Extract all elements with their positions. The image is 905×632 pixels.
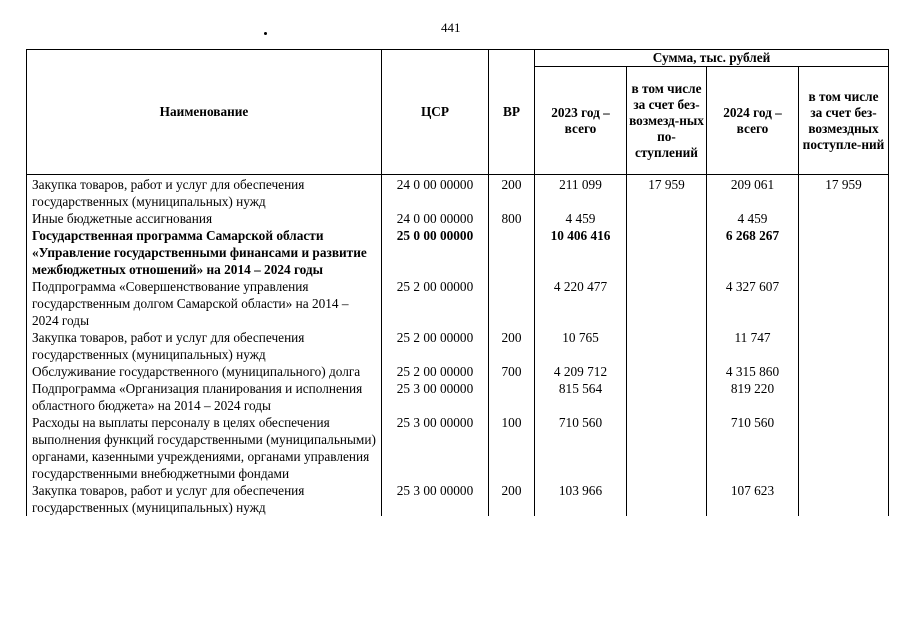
row-2024-total: 4 327 607 — [707, 278, 799, 329]
row-2024-total: 4 315 860 — [707, 363, 799, 380]
row-2023-gratis — [627, 329, 707, 363]
row-name: Расходы на выплаты персоналу в целях обеспечения выполнения функций государственными (муниципальными) органами, казенными учреждениями, органами управления государственными внебюджетными фондами — [27, 414, 382, 482]
row-vr: 200 — [489, 175, 535, 211]
row-2023-gratis — [627, 227, 707, 278]
row-csr: 25 2 00 00000 — [382, 278, 489, 329]
row-2024-total: 11 747 — [707, 329, 799, 363]
row-2024-total: 4 459 — [707, 210, 799, 227]
row-2023-gratis — [627, 363, 707, 380]
header-sum-group: Сумма, тыс. рублей — [535, 50, 889, 67]
row-csr: 25 0 00 00000 — [382, 227, 489, 278]
row-2023-total: 4 220 477 — [535, 278, 627, 329]
row-2024-gratis — [799, 482, 889, 516]
row-2024-gratis — [799, 363, 889, 380]
row-2024-gratis — [799, 210, 889, 227]
row-2024-total: 710 560 — [707, 414, 799, 482]
row-2024-gratis — [799, 278, 889, 329]
table-row — [27, 482, 889, 516]
header-csr: ЦСР — [382, 50, 489, 175]
row-name: Обслуживание государственного (муниципального) долга — [27, 363, 382, 380]
row-name: Подпрограмма «Совершенствование управления государственным долгом Самарской области» на 2014 – 2024 годы — [27, 278, 382, 329]
budget-table — [26, 49, 889, 516]
row-2024-gratis — [799, 380, 889, 414]
row-2023-gratis — [627, 482, 707, 516]
row-name: Закупка товаров, работ и услуг для обеспечения государственных (муниципальных) нужд — [27, 175, 382, 211]
row-vr: 100 — [489, 414, 535, 482]
row-2024-total: 6 268 267 — [707, 227, 799, 278]
row-2024-total: 819 220 — [707, 380, 799, 414]
table-row — [27, 329, 889, 363]
row-2023-total: 815 564 — [535, 380, 627, 414]
row-2023-total: 10 406 416 — [535, 227, 627, 278]
row-2024-gratis: 17 959 — [799, 175, 889, 211]
row-csr: 25 3 00 00000 — [382, 414, 489, 482]
row-2023-total: 4 209 712 — [535, 363, 627, 380]
row-name: Закупка товаров, работ и услуг для обеспечения государственных (муниципальных) нужд — [27, 482, 382, 516]
header-2023-gratis: в том числе за счет без-возмезд-ных по-ступлений — [627, 67, 707, 175]
table-row — [27, 414, 889, 482]
table-header — [27, 50, 889, 175]
row-name: Иные бюджетные ассигнования — [27, 210, 382, 227]
scan-speck — [264, 32, 267, 35]
table-body — [27, 175, 889, 517]
table-row — [27, 227, 889, 278]
table-row — [27, 210, 889, 227]
row-2024-total: 107 623 — [707, 482, 799, 516]
row-2023-gratis: 17 959 — [627, 175, 707, 211]
row-2023-total: 103 966 — [535, 482, 627, 516]
header-vr: ВР — [489, 50, 535, 175]
row-2024-gratis — [799, 414, 889, 482]
row-2023-gratis — [627, 414, 707, 482]
row-name: Закупка товаров, работ и услуг для обеспечения государственных (муниципальных) нужд — [27, 329, 382, 363]
row-2023-total: 10 765 — [535, 329, 627, 363]
row-vr: 200 — [489, 329, 535, 363]
row-vr: 800 — [489, 210, 535, 227]
row-2024-gratis — [799, 329, 889, 363]
row-2024-gratis — [799, 227, 889, 278]
row-csr: 24 0 00 00000 — [382, 175, 489, 211]
table-row — [27, 278, 889, 329]
header-2023-total: 2023 год – всего — [535, 67, 627, 175]
row-2023-gratis — [627, 380, 707, 414]
row-csr: 24 0 00 00000 — [382, 210, 489, 227]
row-2023-gratis — [627, 210, 707, 227]
table-row — [27, 380, 889, 414]
row-vr: 700 — [489, 363, 535, 380]
row-vr — [489, 278, 535, 329]
row-vr: 200 — [489, 482, 535, 516]
row-2023-total: 710 560 — [535, 414, 627, 482]
table-row — [27, 175, 889, 211]
table-row — [27, 363, 889, 380]
header-2024-total: 2024 год – всего — [707, 67, 799, 175]
row-csr: 25 3 00 00000 — [382, 380, 489, 414]
row-name: Государственная программа Самарской области «Управление государственными финансами и развитие межбюджетных отношений» на 2014 – 2024 годы — [27, 227, 382, 278]
row-csr: 25 3 00 00000 — [382, 482, 489, 516]
row-2024-total: 209 061 — [707, 175, 799, 211]
header-2024-gratis: в том числе за счет без-возмездных поступле-ний — [799, 67, 889, 175]
row-2023-total: 211 099 — [535, 175, 627, 211]
row-csr: 25 2 00 00000 — [382, 329, 489, 363]
page-number: 441 — [441, 20, 461, 35]
row-csr: 25 2 00 00000 — [382, 363, 489, 380]
row-vr — [489, 380, 535, 414]
header-name: Наименование — [27, 50, 382, 175]
row-name: Подпрограмма «Организация планирования и исполнения областного бюджета» на 2014 – 2024 годы — [27, 380, 382, 414]
row-vr — [489, 227, 535, 278]
row-2023-total: 4 459 — [535, 210, 627, 227]
row-2023-gratis — [627, 278, 707, 329]
